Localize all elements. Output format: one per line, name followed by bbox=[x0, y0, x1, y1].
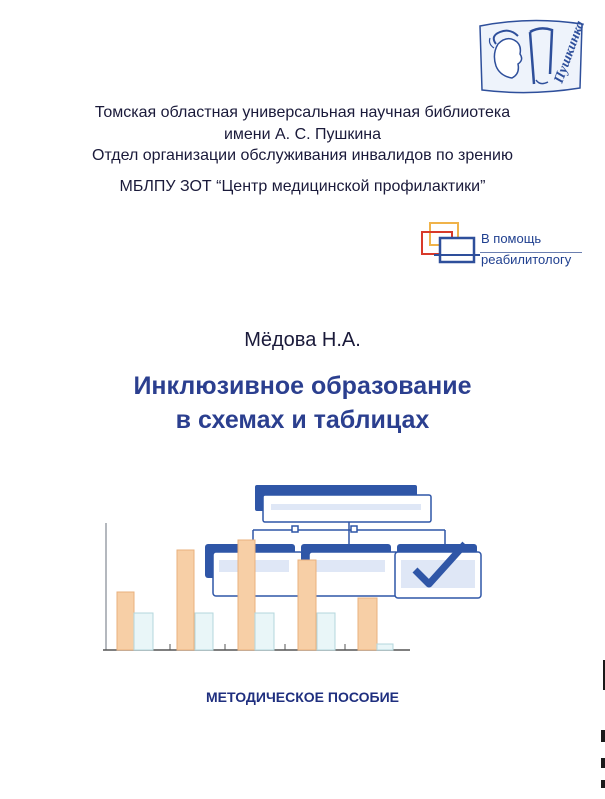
series-badge bbox=[420, 220, 590, 270]
publication-type: МЕТОДИЧЕСКОЕ ПОСОБИЕ bbox=[206, 689, 399, 705]
header-library-name: Томская областная универсальная научная библиотека bbox=[94, 104, 511, 121]
header-department: Отдел организации обслуживания инвалидов по зрению bbox=[92, 147, 513, 164]
title-line2: в схемах и таблицах bbox=[175, 406, 430, 434]
badge-line1: В помощь bbox=[481, 231, 542, 246]
pushkinka-logo bbox=[470, 14, 592, 102]
page-edge-shadow bbox=[595, 620, 605, 799]
header-partner: МБЛПУ ЗОТ “Центр медицинской профилактики” bbox=[119, 178, 486, 195]
bar-chart-and-org-diagram-illustration-icon bbox=[95, 478, 515, 658]
header-library-namesake: имени А. С. Пушкина bbox=[223, 126, 382, 143]
badge-line2: реабилитологу bbox=[481, 252, 572, 267]
title-line1: Инклюзивное образование bbox=[133, 372, 472, 400]
author-name: Мёдова Н.А. bbox=[244, 329, 361, 351]
logo-wordmark: Пушкинка bbox=[551, 18, 589, 86]
overlapping-frames-icon bbox=[420, 220, 480, 266]
pushkin-portrait-logo-icon bbox=[470, 14, 592, 102]
